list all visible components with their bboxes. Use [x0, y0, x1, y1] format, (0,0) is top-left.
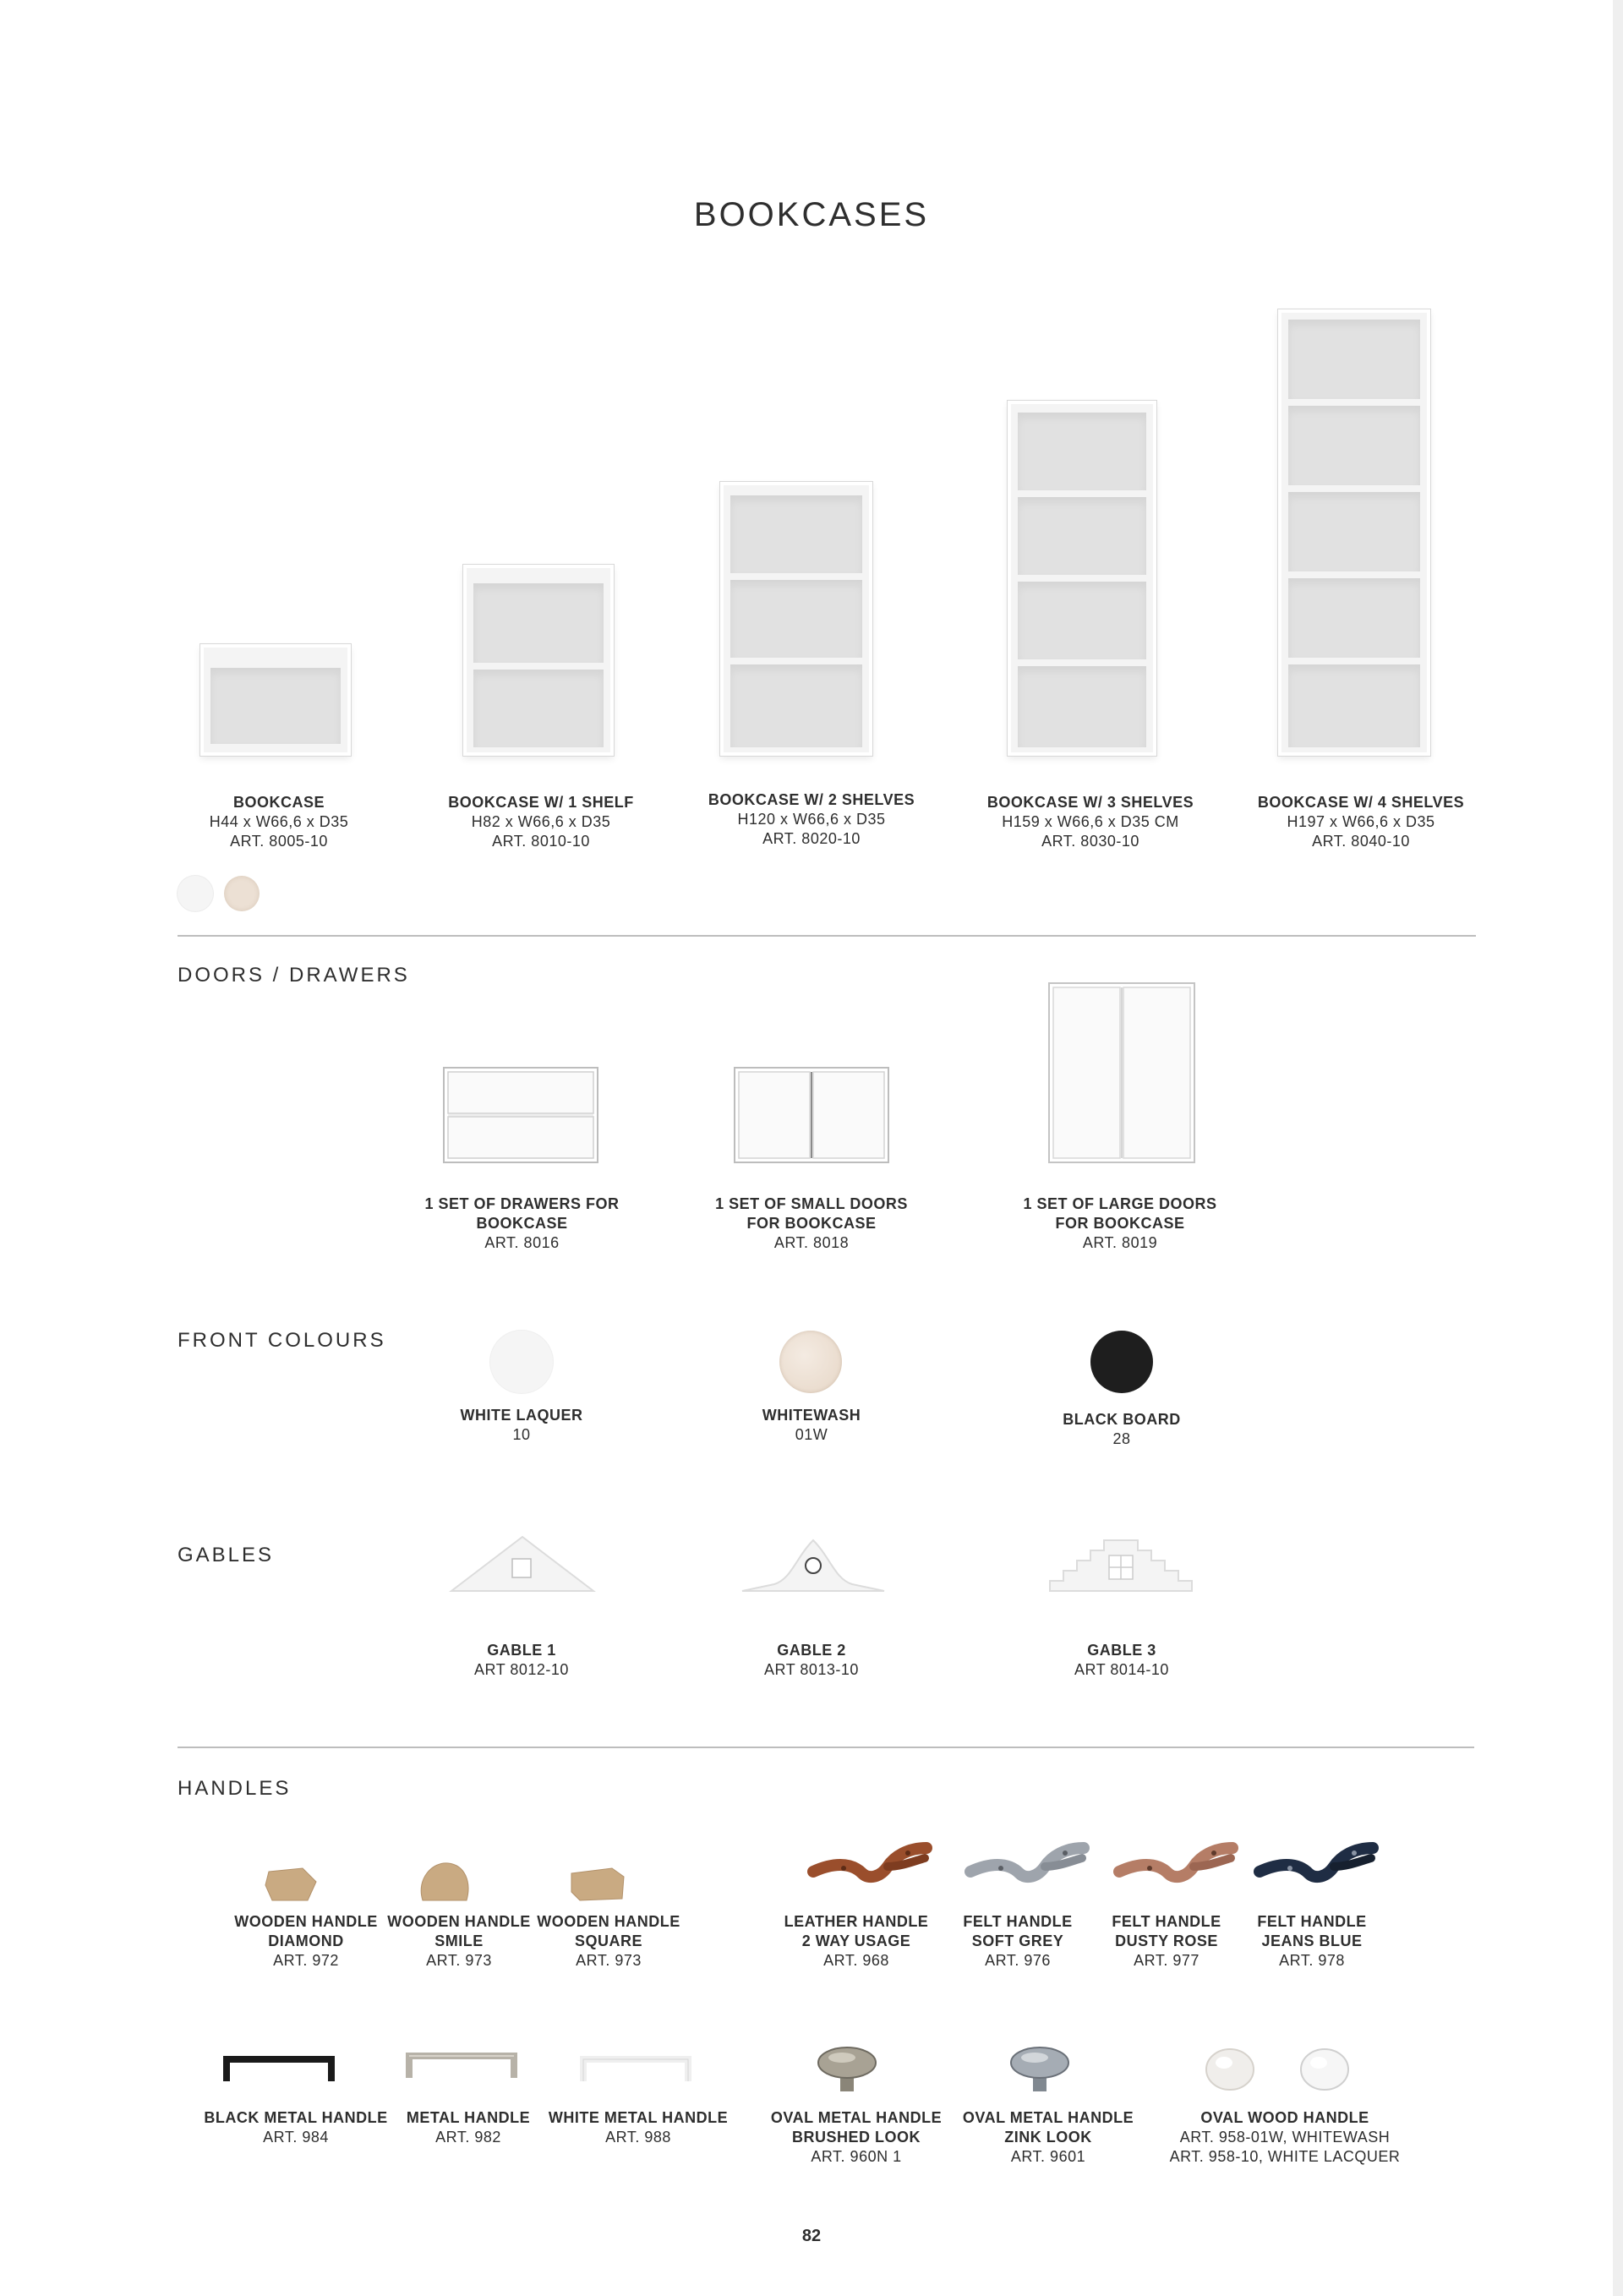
- small-doors-caption: 1 SET OF SMALL DOORS FOR BOOKCASE ART. 8018: [715, 1195, 908, 1251]
- bookcase-caption-3: BOOKCASE W/ 3 SHELVES H159 x W66,6 x D35 CM ART. 8030-10: [986, 794, 1194, 850]
- gable-1-caption: GABLE 1 ART 8012-10: [474, 1642, 569, 1678]
- front-colour-white-laquer[interactable]: [490, 1331, 553, 1393]
- handle-caption-wooden-square: WOODEN HANDLE SQUARE ART. 973: [537, 1913, 680, 1969]
- black-metal-handle-image[interactable]: [221, 2053, 336, 2086]
- color-swatch-whitewash[interactable]: [224, 876, 260, 911]
- gable-2-image[interactable]: [740, 1533, 886, 1593]
- wooden-handle-square-image[interactable]: [570, 1867, 626, 1902]
- handle-caption-white-metal: WHITE METAL HANDLE ART. 988: [548, 2109, 729, 2146]
- page-number: 82: [801, 2227, 822, 2245]
- felt-handle-soft-grey-image[interactable]: [967, 1841, 1089, 1885]
- section-title-doors-drawers: DOORS / DRAWERS: [178, 964, 410, 987]
- bookcase-caption-0: BOOKCASE H44 x W66,6 x D35 ART. 8005-10: [209, 794, 349, 850]
- bookcase-2[interactable]: [720, 482, 872, 756]
- handle-caption-leather: LEATHER HANDLE 2 WAY USAGE ART. 968: [784, 1913, 929, 1969]
- wooden-handle-smile-image[interactable]: [418, 1860, 472, 1904]
- bookcase-caption-4: BOOKCASE W/ 4 SHELVES H197 x W66,6 x D35 ART. 8040-10: [1257, 794, 1465, 850]
- front-colour-whitewash[interactable]: [779, 1331, 842, 1393]
- section-title-gables: GABLES: [178, 1544, 275, 1566]
- large-doors-image[interactable]: [1048, 982, 1195, 1163]
- bookcase-caption-1: BOOKCASE W/ 1 SHELF H82 x W66,6 x D35 ART. 8010-10: [448, 794, 634, 850]
- bookcase-3[interactable]: [1008, 401, 1156, 756]
- divider-1: [178, 935, 1476, 937]
- oval-wood-handle-whitewash-image[interactable]: [1204, 2046, 1256, 2093]
- handle-caption-oval-metal-zink: OVAL METAL HANDLE ZINK LOOK ART. 9601: [962, 2109, 1134, 2165]
- front-colour-black-board[interactable]: [1090, 1331, 1153, 1393]
- handle-caption-wooden-smile: WOODEN HANDLE SMILE ART. 973: [387, 1913, 531, 1969]
- section-title-front-colours: FRONT COLOURS: [178, 1329, 386, 1352]
- leather-handle-image[interactable]: [810, 1841, 932, 1885]
- large-doors-caption: 1 SET OF LARGE DOORS FOR BOOKCASE ART. 8019: [1023, 1195, 1217, 1251]
- divider-2: [178, 1747, 1474, 1748]
- handle-caption-felt-jeans-blue: FELT HANDLE JEANS BLUE ART. 978: [1257, 1913, 1367, 1969]
- black-board-caption: BLACK BOARD 28: [1063, 1411, 1181, 1447]
- wooden-handle-diamond-image[interactable]: [264, 1867, 318, 1902]
- drawers-image[interactable]: [443, 1067, 598, 1163]
- handle-caption-wooden-diamond: WOODEN HANDLE DIAMOND ART. 972: [234, 1913, 378, 1969]
- color-swatch-white[interactable]: [178, 876, 213, 911]
- section-title-handles: HANDLES: [178, 1777, 292, 1800]
- page-title: BOOKCASES: [693, 196, 930, 233]
- gable-2-caption: GABLE 2 ART 8013-10: [764, 1642, 859, 1678]
- handle-caption-oval-wood: OVAL WOOD HANDLE ART. 958-01W, WHITEWASH ART. 958-10, WHITE LACQUER: [1169, 2109, 1401, 2165]
- handle-caption-metal: METAL HANDLE ART. 982: [406, 2109, 531, 2146]
- gable-1-image[interactable]: [450, 1533, 595, 1593]
- drawers-caption: 1 SET OF DRAWERS FOR BOOKCASE ART. 8016: [424, 1195, 620, 1251]
- small-doors-image[interactable]: [734, 1067, 889, 1163]
- handle-caption-oval-metal-brushed: OVAL METAL HANDLE BRUSHED LOOK ART. 960N 1: [770, 2109, 943, 2165]
- whitewash-caption: WHITEWASH 01W: [762, 1407, 861, 1443]
- page-edge: [1613, 0, 1623, 2296]
- handle-caption-black-metal: BLACK METAL HANDLE ART. 984: [204, 2109, 388, 2146]
- bookcase-caption-2: BOOKCASE W/ 2 SHELVES H120 x W66,6 x D35 ART. 8020-10: [708, 791, 915, 847]
- handle-caption-felt-soft-grey: FELT HANDLE SOFT GREY ART. 976: [963, 1913, 1073, 1969]
- gable-3-image[interactable]: [1048, 1533, 1194, 1593]
- white-laquer-caption: WHITE LAQUER 10: [460, 1407, 583, 1443]
- bookcase-0[interactable]: [200, 644, 351, 756]
- felt-handle-dusty-rose-image[interactable]: [1116, 1841, 1238, 1885]
- handle-caption-felt-dusty-rose: FELT HANDLE DUSTY ROSE ART. 977: [1112, 1913, 1221, 1969]
- felt-handle-jeans-blue-image[interactable]: [1256, 1841, 1378, 1885]
- oval-metal-handle-zink-image[interactable]: [1008, 2044, 1072, 2095]
- oval-wood-handle-white-lacquer-image[interactable]: [1298, 2046, 1351, 2093]
- metal-handle-image[interactable]: [404, 2049, 519, 2083]
- oval-metal-handle-brushed-image[interactable]: [815, 2044, 879, 2095]
- gable-3-caption: GABLE 3 ART 8014-10: [1074, 1642, 1169, 1678]
- white-metal-handle-image[interactable]: [578, 2053, 693, 2086]
- bookcase-4[interactable]: [1278, 309, 1430, 756]
- bookcase-1[interactable]: [463, 565, 614, 756]
